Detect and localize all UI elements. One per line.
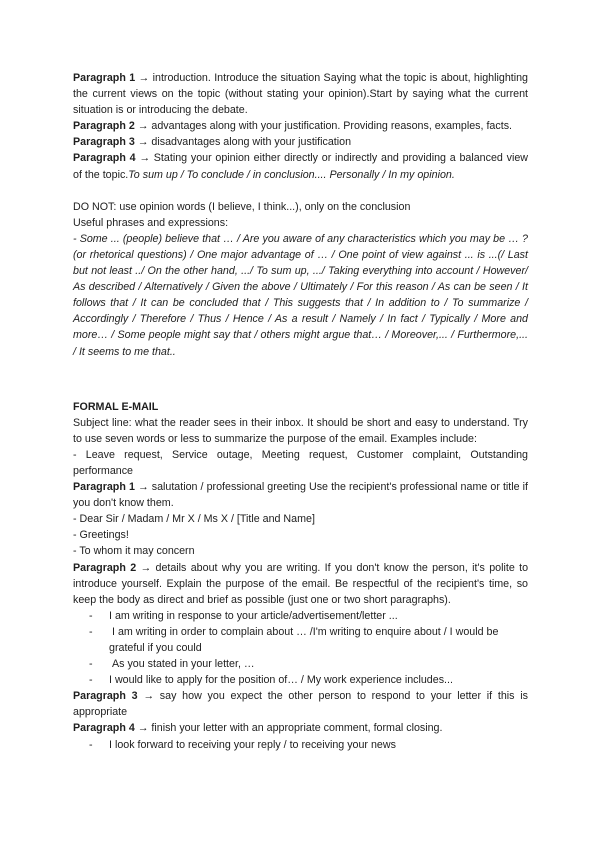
essay-paragraph-3 <box>73 134 528 150</box>
subject-line-examples: - Leave request, Service outage, Meeting request, Customer complaint, Outstanding performance <box>73 448 528 477</box>
spacer <box>73 360 528 399</box>
paragraph-label: Paragraph 4 <box>73 722 135 735</box>
dash-bullet: - <box>89 658 93 671</box>
paragraph-label: Paragraph 4 <box>73 152 136 165</box>
list-item-text: I would like to apply for the position of… / My work experience includes... <box>109 674 453 687</box>
dash-bullet: - <box>89 738 93 751</box>
list-item-text: As you stated in your letter, … <box>112 658 255 671</box>
section-heading: FORMAL E-MAIL <box>73 400 159 413</box>
paragraph-label: Paragraph 2 <box>73 120 135 133</box>
paragraph-text: → finish your letter with an appropriate comment, formal closing. <box>134 722 443 735</box>
list-item <box>73 737 528 753</box>
dash-bullet: - <box>89 625 93 638</box>
paragraph-text: → disadvantages along with your justification <box>134 136 352 149</box>
paragraph-text: → say how you expect the other person to respond to your letter if this is appropriate <box>73 690 528 719</box>
document-page <box>73 70 528 753</box>
email-paragraph-4 <box>73 720 528 736</box>
useful-phrases-list: - Some ... (people) believe that … / Are you aware of any characteristics which you may be … ? (or rhetorical questions) / One major advantage of … / One point of view against ... is ...(/ Last but not least ../ On the other hand, .../ To sum up, .../ Taking everything into account / However/ As described / Alternatively / Given the above / Ultimately / For this reason / As can be seen / It follows that / It can be concluded that / This suggests that / In addition to / To summarize / Accordingly / Therefore / Thus / Hence / As a result / Namely / In fact / Typically / More and more… / Some people might say that / others might argue that… / Moreover,... / Furthermore,... / It seems to me that.. <box>73 232 528 358</box>
list-item <box>73 656 528 672</box>
email-paragraph-1 <box>73 479 528 511</box>
greeting-example: - Dear Sir / Madam / Mr X / Ms X / [Title and Name] <box>73 513 315 526</box>
greeting-example: - Greetings! <box>73 529 129 542</box>
list-item <box>73 624 528 656</box>
paragraph-text: → introduction. Introduce the situation Saying what the topic is about, highlighting the current views on the topic (without stating your opinion).Start by saying what the current situation is or introducing the debate. <box>73 72 528 117</box>
paragraph-label: Paragraph 2 <box>73 561 137 574</box>
paragraph-label: Paragraph 3 <box>73 690 138 703</box>
list-item-text: I am writing in response to your article/advertisement/letter ... <box>109 609 398 622</box>
do-not-note: DO NOT: use opinion words (I believe, I think...), only on the conclusion <box>73 200 411 213</box>
list-item <box>73 608 528 624</box>
useful-phrases-heading: Useful phrases and expressions: <box>73 216 229 229</box>
paragraph-text: → details about why you are writing. If you don't know the person, it's polite to introduce yourself. Explain the purpose of the email. Be respectful of the recipient's time, so keep the body as direct and brief as possible (just one or two short paragraphs). <box>73 561 529 606</box>
essay-paragraph-1 <box>73 70 528 118</box>
paragraph-italic-text: To sum up / To conclude / in conclusion.... Personally / In my opinion. <box>128 168 455 181</box>
paragraph-text: → salutation / professional greeting Use the recipient's professional name or title if you don't know them. <box>73 481 528 510</box>
essay-paragraph-2 <box>73 118 528 134</box>
email-paragraph-2 <box>73 560 528 608</box>
paragraph-text: → Stating your opinion either directly or indirectly and providing a balanced view of the topic. <box>73 152 528 181</box>
paragraph-text: → advantages along with your justification. Providing reasons, examples, facts. <box>134 120 513 133</box>
spacer <box>73 183 528 199</box>
paragraph-label: Paragraph 1 <box>73 72 136 84</box>
paragraph-label: Paragraph 3 <box>73 136 135 149</box>
list-item-text: I am writing in order to complain about … /I'm writing to enquire about / I would be grateful if you could <box>109 625 499 654</box>
list-item-text: I look forward to receiving your reply / to receiving your news <box>109 738 396 751</box>
paragraph-label: Paragraph 1 <box>73 481 135 494</box>
list-item <box>73 672 528 688</box>
subject-line-description: Subject line: what the reader sees in their inbox. It should be short and easy to understand. Try to use seven words or less to summarize the purpose of the email. Examples include: <box>73 416 528 445</box>
dash-bullet: - <box>89 674 93 687</box>
email-paragraph-3 <box>73 688 528 720</box>
dash-bullet: - <box>89 609 93 622</box>
greeting-example: - To whom it may concern <box>73 545 195 558</box>
essay-paragraph-4 <box>73 150 528 182</box>
